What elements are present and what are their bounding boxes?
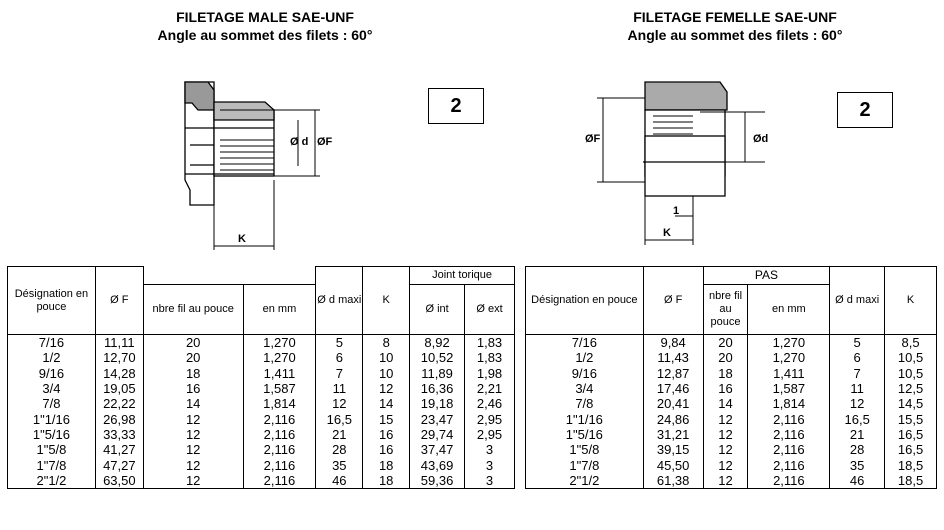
table-cell: 12 xyxy=(703,473,748,489)
table-cell: 45,50 xyxy=(643,457,703,472)
table-cell: 24,86 xyxy=(643,411,703,426)
header-od: Ø d maxi xyxy=(316,267,363,335)
table-cell: 1/2 xyxy=(8,350,96,365)
table-cell: 3 xyxy=(465,457,515,472)
table-row xyxy=(526,396,937,411)
table-cell: 12 xyxy=(143,427,243,442)
male-type-box: 2 xyxy=(428,88,484,124)
table-cell: 10 xyxy=(363,366,410,381)
table-cell: 8,92 xyxy=(410,335,465,351)
table-cell: 8,5 xyxy=(885,335,937,351)
table-cell: 7 xyxy=(316,366,363,381)
header-nbre: nbre fil au pouce xyxy=(703,285,748,335)
female-title-block xyxy=(570,8,900,44)
table-cell: 3/4 xyxy=(526,381,644,396)
table-cell: 16,5 xyxy=(885,442,937,457)
female-type-box: 2 xyxy=(837,92,893,128)
table-cell: 19,05 xyxy=(95,381,143,396)
table-cell: 47,27 xyxy=(95,457,143,472)
table-row xyxy=(526,366,937,381)
table-cell: 1,411 xyxy=(243,366,316,381)
table-cell: 17,46 xyxy=(643,381,703,396)
female-subtitle: Angle au sommet des filets : 60° xyxy=(627,27,843,43)
table-row xyxy=(8,411,515,426)
table-cell: 18 xyxy=(703,366,748,381)
table-cell: 1/2 xyxy=(526,350,644,365)
table-cell: 12 xyxy=(703,411,748,426)
table-cell: 1"1/16 xyxy=(526,411,644,426)
female-title: FILETAGE FEMELLE SAE-UNF xyxy=(633,9,837,25)
table-cell: 12 xyxy=(363,381,410,396)
table-cell: 18 xyxy=(143,366,243,381)
table-cell: 2,116 xyxy=(748,411,830,426)
male-title-block xyxy=(100,8,430,44)
female-dim-f: ØF xyxy=(585,133,601,145)
table-cell: 12 xyxy=(703,457,748,472)
table-cell: 18 xyxy=(363,473,410,489)
table-cell: 1,270 xyxy=(748,350,830,365)
header-pas: PAS xyxy=(703,267,830,285)
table-cell: 16 xyxy=(363,442,410,457)
header-k: K xyxy=(885,267,937,335)
table-cell: 28 xyxy=(830,442,885,457)
table-cell: 16,36 xyxy=(410,381,465,396)
table-cell: 16,5 xyxy=(885,427,937,442)
table-row xyxy=(8,350,515,365)
male-thread-table xyxy=(7,266,515,489)
header-od: Ø d maxi xyxy=(830,267,885,335)
table-cell: 28 xyxy=(316,442,363,457)
table-cell: 20 xyxy=(143,350,243,365)
table-cell: 14 xyxy=(143,396,243,411)
table-cell: 12 xyxy=(143,411,243,426)
table-cell: 7/16 xyxy=(8,335,96,351)
table-cell: 12,87 xyxy=(643,366,703,381)
table-cell: 12 xyxy=(143,473,243,489)
table-cell: 2,116 xyxy=(243,442,316,457)
table-cell: 10,5 xyxy=(885,366,937,381)
table-cell: 1,83 xyxy=(465,335,515,351)
table-cell: 1"5/16 xyxy=(8,427,96,442)
table-cell: 1,98 xyxy=(465,366,515,381)
table-cell: 9/16 xyxy=(8,366,96,381)
table-cell: 43,69 xyxy=(410,457,465,472)
table-cell: 16,5 xyxy=(830,411,885,426)
header-oint: Ø int xyxy=(410,285,465,335)
header-nbre: nbre fil au pouce xyxy=(143,285,243,335)
table-cell: 12 xyxy=(316,396,363,411)
table-cell: 14 xyxy=(363,396,410,411)
table-cell: 2,116 xyxy=(243,411,316,426)
table-cell: 5 xyxy=(830,335,885,351)
table-cell: 29,74 xyxy=(410,427,465,442)
table-cell: 1,270 xyxy=(243,335,316,351)
table-cell: 18 xyxy=(363,457,410,472)
table-cell: 11,89 xyxy=(410,366,465,381)
table-row xyxy=(526,442,937,457)
table-cell: 1"7/8 xyxy=(8,457,96,472)
header-joint: Joint torique xyxy=(410,267,515,285)
header-designation: Désignation en pouce xyxy=(526,267,644,335)
table-cell: 19,18 xyxy=(410,396,465,411)
female-dim-k: K xyxy=(663,227,671,239)
table-cell: 10 xyxy=(363,350,410,365)
table-cell: 2,116 xyxy=(748,442,830,457)
male-dim-f: ØF xyxy=(317,136,333,148)
table-cell: 1,270 xyxy=(748,335,830,351)
table-cell: 16 xyxy=(363,427,410,442)
table-row xyxy=(8,457,515,472)
table-cell: 1,587 xyxy=(243,381,316,396)
table-cell: 10,5 xyxy=(885,350,937,365)
table-cell: 6 xyxy=(830,350,885,365)
table-cell: 20 xyxy=(143,335,243,351)
table-cell: 1,814 xyxy=(243,396,316,411)
table-cell: 1"5/16 xyxy=(526,427,644,442)
male-dim-k: K xyxy=(238,233,246,245)
table-cell: 3 xyxy=(465,473,515,489)
table-cell: 3/4 xyxy=(8,381,96,396)
table-cell: 2,116 xyxy=(243,457,316,472)
table-cell: 1,814 xyxy=(748,396,830,411)
header-oext: Ø ext xyxy=(465,285,515,335)
table-row xyxy=(8,366,515,381)
table-cell: 1"5/8 xyxy=(526,442,644,457)
table-cell: 59,36 xyxy=(410,473,465,489)
table-cell: 2,116 xyxy=(748,457,830,472)
table-cell: 5 xyxy=(316,335,363,351)
table-cell: 12 xyxy=(830,396,885,411)
table-cell: 8 xyxy=(363,335,410,351)
male-subtitle: Angle au sommet des filets : 60° xyxy=(157,27,373,43)
table-cell: 9/16 xyxy=(526,366,644,381)
table-cell: 23,47 xyxy=(410,411,465,426)
table-cell: 22,22 xyxy=(95,396,143,411)
table-cell: 63,50 xyxy=(95,473,143,489)
table-cell: 7/16 xyxy=(526,335,644,351)
table-cell: 12 xyxy=(143,442,243,457)
female-dim-d: Ød xyxy=(753,133,769,145)
header-pas xyxy=(143,267,316,285)
table-cell: 1,83 xyxy=(465,350,515,365)
table-cell: 21 xyxy=(316,427,363,442)
table-cell: 18,5 xyxy=(885,457,937,472)
table-row xyxy=(526,473,937,489)
table-cell: 2,116 xyxy=(748,427,830,442)
female-thread-table xyxy=(525,266,937,489)
table-cell: 33,33 xyxy=(95,427,143,442)
table-row xyxy=(8,473,515,489)
table-cell: 2,116 xyxy=(748,473,830,489)
male-fitting-drawing xyxy=(170,70,350,255)
table-row xyxy=(526,427,937,442)
female-dim-one: 1 xyxy=(673,205,680,217)
table-cell: 11,11 xyxy=(95,335,143,351)
table-cell: 2,95 xyxy=(465,427,515,442)
table-cell: 1"7/8 xyxy=(526,457,644,472)
table-cell: 41,27 xyxy=(95,442,143,457)
header-of: Ø F xyxy=(95,267,143,335)
header-designation: Désignation en pouce xyxy=(8,267,96,335)
table-row xyxy=(526,335,937,351)
table-cell: 6 xyxy=(316,350,363,365)
table-row xyxy=(8,396,515,411)
table-cell: 14 xyxy=(703,396,748,411)
table-cell: 9,84 xyxy=(643,335,703,351)
table-cell: 1"5/8 xyxy=(8,442,96,457)
male-title: FILETAGE MALE SAE-UNF xyxy=(176,9,354,25)
table-cell: 20 xyxy=(703,335,748,351)
table-row xyxy=(526,411,937,426)
male-dim-d: Ø d xyxy=(290,136,309,148)
table-cell: 1,411 xyxy=(748,366,830,381)
table-cell: 21 xyxy=(830,427,885,442)
table-cell: 61,38 xyxy=(643,473,703,489)
table-cell: 12,5 xyxy=(885,381,937,396)
table-cell: 14,28 xyxy=(95,366,143,381)
header-of: Ø F xyxy=(643,267,703,335)
table-cell: 7/8 xyxy=(8,396,96,411)
table-cell: 46 xyxy=(830,473,885,489)
table-cell: 7 xyxy=(830,366,885,381)
table-cell: 12 xyxy=(703,427,748,442)
header-mm: en mm xyxy=(748,285,830,335)
table-cell: 16 xyxy=(703,381,748,396)
header-k: K xyxy=(363,267,410,335)
table-cell: 2,46 xyxy=(465,396,515,411)
table-cell: 11 xyxy=(316,381,363,396)
table-cell: 3 xyxy=(465,442,515,457)
table-cell: 2,95 xyxy=(465,411,515,426)
table-cell: 20 xyxy=(703,350,748,365)
table-cell: 11 xyxy=(830,381,885,396)
table-cell: 15,5 xyxy=(885,411,937,426)
table-cell: 7/8 xyxy=(526,396,644,411)
table-cell: 2,116 xyxy=(243,427,316,442)
table-row xyxy=(8,335,515,351)
table-cell: 2,116 xyxy=(243,473,316,489)
table-cell: 2"1/2 xyxy=(8,473,96,489)
table-cell: 1,270 xyxy=(243,350,316,365)
table-cell: 12,70 xyxy=(95,350,143,365)
table-cell: 12 xyxy=(703,442,748,457)
table-cell: 11,43 xyxy=(643,350,703,365)
table-cell: 37,47 xyxy=(410,442,465,457)
table-cell: 15 xyxy=(363,411,410,426)
table-cell: 16,5 xyxy=(316,411,363,426)
table-cell: 2"1/2 xyxy=(526,473,644,489)
table-cell: 18,5 xyxy=(885,473,937,489)
table-cell: 14,5 xyxy=(885,396,937,411)
table-row xyxy=(8,442,515,457)
table-cell: 1,587 xyxy=(748,381,830,396)
table-row xyxy=(8,381,515,396)
table-cell: 12 xyxy=(143,457,243,472)
table-row xyxy=(8,427,515,442)
table-cell: 16 xyxy=(143,381,243,396)
table-cell: 2,21 xyxy=(465,381,515,396)
table-cell: 31,21 xyxy=(643,427,703,442)
female-fitting-drawing xyxy=(575,70,775,250)
table-cell: 26,98 xyxy=(95,411,143,426)
header-mm: en mm xyxy=(243,285,316,335)
table-cell: 35 xyxy=(316,457,363,472)
table-row xyxy=(526,350,937,365)
table-cell: 35 xyxy=(830,457,885,472)
table-cell: 10,52 xyxy=(410,350,465,365)
table-row xyxy=(526,457,937,472)
table-cell: 46 xyxy=(316,473,363,489)
table-row xyxy=(526,381,937,396)
table-cell: 39,15 xyxy=(643,442,703,457)
table-cell: 20,41 xyxy=(643,396,703,411)
table-cell: 1"1/16 xyxy=(8,411,96,426)
